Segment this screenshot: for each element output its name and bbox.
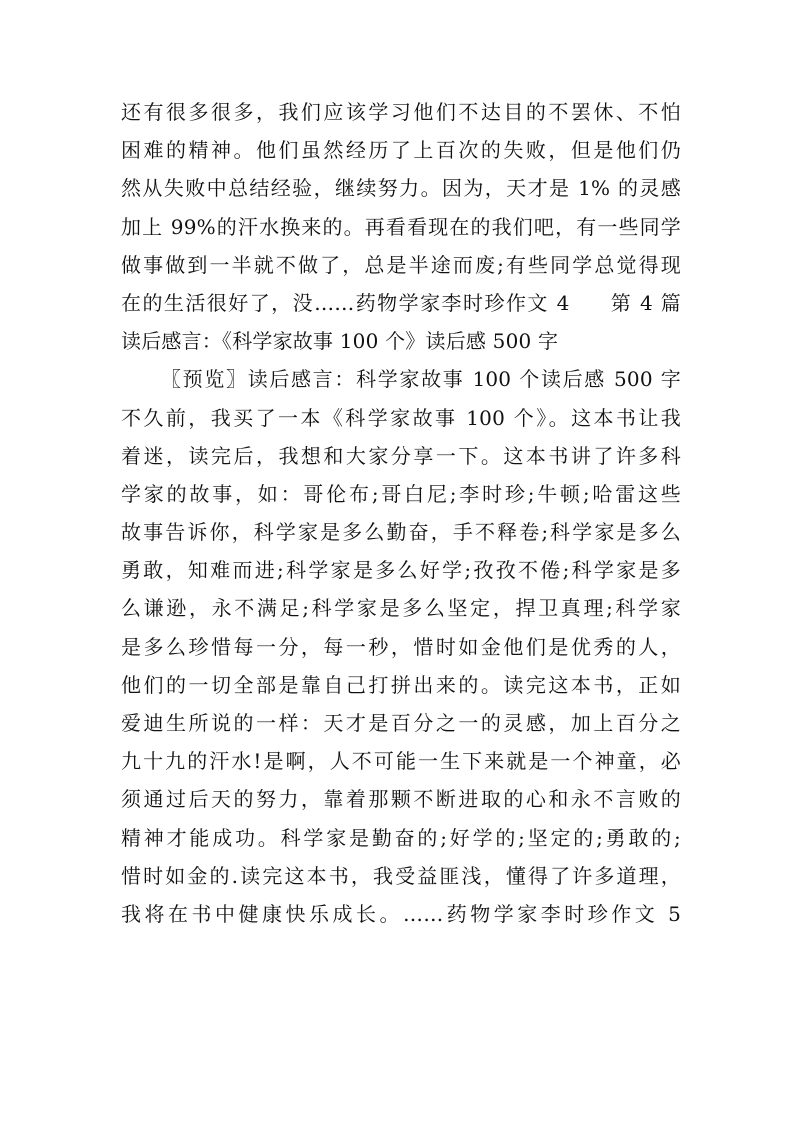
text-line-18: 九十九的汗水!是啊，人不可能一生下来就是一个神童，必: [121, 749, 681, 774]
text-line-12: 故事告诉你，科学家是多么勤奋，手不释卷;科学家是多么: [121, 520, 681, 545]
text-line-8: 〖预览〗读后感言：科学家故事 100 个读后感 500 字: [161, 367, 681, 392]
section-label: 第 4 篇: [609, 290, 681, 315]
text-line-5: 做事做到一半就不做了，总是半途而废;有些同学总觉得现: [121, 252, 681, 277]
text-line-10: 着迷，读完后，我想和大家分享一下。这本书讲了许多科: [121, 443, 681, 468]
text-line-3: 然从失败中总结经验，继续努力。因为，天才是 1% 的灵感: [121, 176, 681, 201]
text-line-4: 加上 99%的汗水换来的。再看看现在的我们吧，有一些同学: [121, 214, 681, 239]
text-line-17: 爱迪生所说的一样：天才是百分之一的灵感，加上百分之: [121, 711, 681, 735]
text-line-15: 是多么珍惜每一分，每一秒，惜时如金他们是优秀的人，: [121, 634, 681, 659]
text-line-20: 精神才能成功。科学家是勤奋的;好学的;坚定的;勇敢的;: [121, 825, 681, 850]
text-line-13: 勇敢，知难而进;科学家是多么好学;孜孜不倦;科学家是多: [121, 558, 681, 583]
text-line-7: 读后感言：《科学家故事 100 个》读后感 500 字: [121, 329, 559, 354]
text-line-6: [121, 284, 681, 322]
text-line-9: 不久前，我买了一本《科学家故事 100 个》。这本书让我: [121, 405, 681, 430]
text-line-1: 还有很多很多，我们应该学习他们不达目的不罢休、不怕: [121, 100, 681, 124]
text-line-19: 须通过后天的努力，靠着那颗不断进取的心和永不言败的: [121, 787, 681, 812]
text-line-11: 学家的故事，如：哥伦布;哥白尼;李时珍;牛顿;哈雷这些: [121, 481, 681, 506]
text-line-16: 他们的一切全部是靠自己打拼出来的。读完这本书，正如: [121, 672, 681, 697]
text-line-2: 困难的精神。他们虽然经历了上百次的失败，但是他们仍: [121, 138, 681, 163]
text-line-21: 惜时如金的.读完这本书，我受益匪浅，懂得了许多道理，: [121, 863, 681, 888]
text-line-6-main: 在的生活很好了，没……药物学家李时珍作文 4: [121, 290, 570, 315]
text-line-14: 么谦逊，永不满足;科学家是多么坚定，捍卫真理;科学家: [121, 596, 681, 621]
text-line-22: 我将在书中健康快乐成长。……药物学家李时珍作文 5: [121, 901, 681, 926]
document-body: [121, 93, 681, 933]
